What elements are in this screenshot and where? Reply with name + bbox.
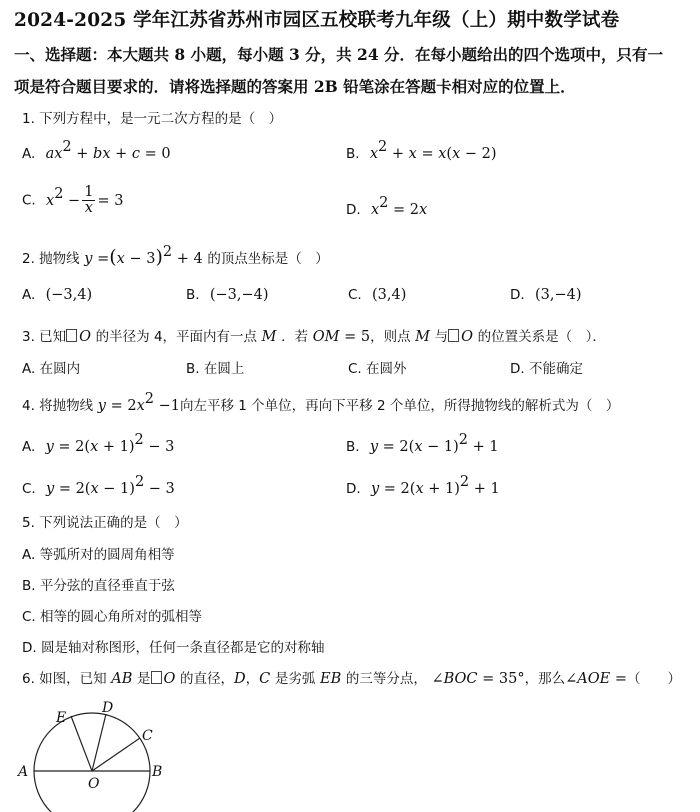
question-2-option-d[interactable] (510, 287, 582, 303)
circle-symbol-icon (448, 329, 459, 342)
circle-diagram (10, 698, 180, 812)
question-4-stem: 4. 将抛物线 $y = 2x^2 -1$向左平移 1 个单位，再向下平移 2 个单位，所得抛物线的解析式为（ ） (22, 391, 620, 414)
option-letter: D. (510, 287, 525, 303)
question-3-option-c[interactable]: C. 在圆外 (348, 361, 407, 377)
question-5-option-b[interactable]: B. 平分弦的直径垂直于弦 (22, 578, 175, 594)
circle-symbol-icon (66, 329, 77, 342)
option-letter: C. (348, 287, 362, 303)
option-value: (3,−4) (534, 287, 582, 303)
option-letter: D. (346, 481, 361, 497)
question-5-stem: 5. 下列说法正确的是（ ） (22, 515, 188, 531)
question-6-stem: 6. 如图，已知 AB 是 O 的直径，D，C 是劣弧 EB 的三等分点， ∠BOC = 35°，那么∠AOE =（ ） (22, 671, 681, 687)
question-5-option-a[interactable]: A. 等弧所对的圆周角相等 (22, 547, 175, 563)
question-2-option-c[interactable] (348, 287, 406, 303)
point-label-e: E (56, 710, 67, 726)
question-2-stem: 2. 抛物线 $y =(x - 3)^2 + 4$ 的顶点坐标是（ ） (22, 244, 329, 268)
question-3-stem: 3. 已知 O 的半径为 4，平面内有一点 M ．若 OM = 5，则点 M 与 O 的位置关系是（ ）． (22, 329, 606, 345)
option-letter: B. (186, 287, 200, 303)
question-1-option-b[interactable]: B. $x^2 + x = x(x - 2)$ (346, 139, 497, 162)
option-letter: C. (22, 192, 36, 209)
option-letter: B. (346, 439, 360, 455)
option-letter: D. (346, 202, 361, 218)
question-4-option-b[interactable]: B. $y = 2(x - 1)^2 + 1$ (346, 432, 499, 455)
question-2-option-a[interactable] (22, 287, 92, 303)
question-4-option-c[interactable]: C. $y = 2(x - 1)^2 - 3$ (22, 474, 175, 497)
point-label-c: C (142, 728, 153, 744)
question-4-option-a[interactable]: A. $y = 2(x + 1)^2 - 3$ (22, 432, 175, 455)
question-4-option-d[interactable]: D. $y = 2(x + 1)^2 + 1$ (346, 474, 500, 497)
question-3-option-d[interactable]: D. 不能确定 (510, 361, 583, 377)
question-5-option-c[interactable]: C. 相等的圆心角所对的弧相等 (22, 609, 203, 625)
question-5-option-d[interactable]: D. 圆是轴对称图形，任何一条直径都是它的对称轴 (22, 640, 325, 656)
option-letter: B. (346, 146, 360, 162)
option-value: (−3,−4) (209, 287, 269, 303)
section-instructions-line2: 项是符合题目要求的．请将选择题的答案用 2B 铅笔涂在答题卡相对应的位置上． (14, 77, 576, 96)
question-1-stem: 1. 下列方程中，是一元二次方程的是（ ） (22, 111, 283, 127)
point-label-a: A (18, 764, 29, 780)
point-label-d: D (102, 700, 114, 716)
circle-o (34, 713, 150, 812)
option-value: (3,4) (372, 287, 407, 303)
option-letter: A. (22, 146, 36, 162)
option-letter: C. (22, 481, 36, 497)
option-letter: A. (22, 287, 36, 303)
section-instructions-line1: 一、选择题：本大题共 8 小题，每小题 3 分，共 24 分．在每小题给出的四个选项中，只有一 (14, 45, 664, 64)
question-1-option-a[interactable]: A. $ax^2$ + bx + c = 0 (22, 139, 171, 162)
question-3-option-a[interactable]: A. 在圆内 (22, 361, 81, 377)
circle-symbol-icon (151, 671, 162, 684)
option-letter: A. (22, 439, 36, 455)
radius-oe (71, 716, 92, 771)
question-1-option-c[interactable]: C. $x^2$ − $\frac{1}{x}$ = 3 (22, 184, 124, 216)
question-2-option-b[interactable] (186, 287, 269, 303)
point-label-b: B (152, 764, 163, 780)
question-3-option-b[interactable]: B. 在圆上 (186, 361, 245, 377)
page-title: 2024-2025 学年江苏省苏州市园区五校联考九年级（上）期中数学试卷 (14, 10, 620, 31)
point-label-o: O (88, 776, 100, 792)
option-value: (−3,4) (45, 287, 93, 303)
question-1-option-d[interactable]: D. $x^2 = 2x$ (346, 195, 428, 218)
